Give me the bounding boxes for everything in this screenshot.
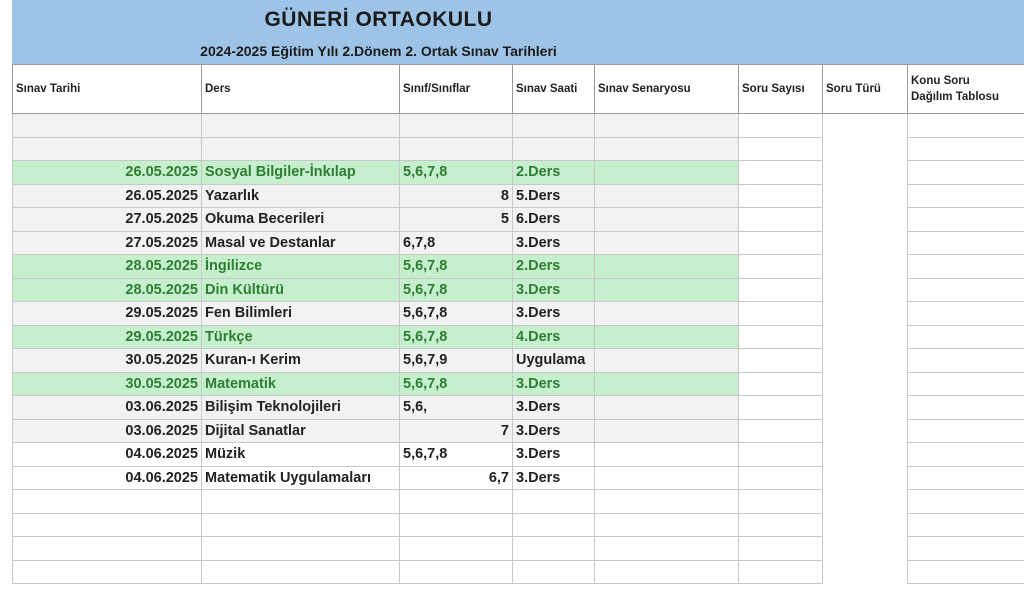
cell-course[interactable]: Bilişim Teknolojileri bbox=[202, 396, 400, 420]
cell-type[interactable] bbox=[823, 278, 908, 302]
cell-date[interactable]: 26.05.2025 bbox=[13, 161, 202, 185]
cell-scenario[interactable] bbox=[595, 443, 739, 467]
cell-classes[interactable]: 7 bbox=[400, 419, 513, 443]
cell-scenario[interactable] bbox=[595, 278, 739, 302]
cell-type[interactable] bbox=[823, 302, 908, 326]
cell-date[interactable]: 27.05.2025 bbox=[13, 231, 202, 255]
cell-scenario[interactable] bbox=[595, 466, 739, 490]
cell-konu[interactable] bbox=[908, 278, 1024, 302]
cell-konu[interactable] bbox=[908, 466, 1024, 490]
cell-konu[interactable] bbox=[908, 208, 1024, 232]
cell-scenario[interactable] bbox=[595, 419, 739, 443]
cell-count[interactable] bbox=[739, 302, 823, 326]
cell-konu[interactable] bbox=[908, 419, 1024, 443]
cell-time[interactable] bbox=[513, 137, 595, 161]
cell-count[interactable] bbox=[739, 372, 823, 396]
cell-course[interactable] bbox=[202, 560, 400, 584]
cell-konu[interactable] bbox=[908, 161, 1024, 185]
cell-course[interactable]: Kuran-ı Kerim bbox=[202, 349, 400, 373]
col-header-konu[interactable] bbox=[908, 65, 1024, 114]
cell-type[interactable] bbox=[823, 349, 908, 373]
cell-scenario[interactable] bbox=[595, 184, 739, 208]
cell-classes[interactable] bbox=[400, 137, 513, 161]
cell-date[interactable]: 03.06.2025 bbox=[13, 419, 202, 443]
cell-scenario[interactable] bbox=[595, 372, 739, 396]
cell-time[interactable]: 3.Ders bbox=[513, 231, 595, 255]
cell-time[interactable]: 3.Ders bbox=[513, 419, 595, 443]
exam-schedule-sheet bbox=[12, 0, 1024, 592]
col-header-date[interactable]: Sınav Tarihi bbox=[13, 65, 202, 114]
table-row bbox=[13, 231, 1024, 255]
exam-table bbox=[12, 64, 1024, 584]
cell-scenario[interactable] bbox=[595, 560, 739, 584]
cell-type[interactable] bbox=[823, 396, 908, 420]
cell-classes[interactable]: 5,6,7,8 bbox=[400, 325, 513, 349]
cell-time[interactable] bbox=[513, 560, 595, 584]
table-row bbox=[13, 443, 1024, 467]
cell-course[interactable]: Sosyal Bilgiler-İnkılap bbox=[202, 161, 400, 185]
cell-course[interactable]: Türkçe bbox=[202, 325, 400, 349]
cell-konu[interactable] bbox=[908, 255, 1024, 279]
table-row bbox=[13, 302, 1024, 326]
cell-time[interactable]: 3.Ders bbox=[513, 466, 595, 490]
cell-scenario[interactable] bbox=[595, 161, 739, 185]
cell-course[interactable]: Fen Bilimleri bbox=[202, 302, 400, 326]
header-row bbox=[13, 65, 1024, 114]
cell-type[interactable] bbox=[823, 490, 908, 514]
cell-count[interactable] bbox=[739, 325, 823, 349]
cell-classes[interactable]: 5,6,7,8 bbox=[400, 161, 513, 185]
cell-konu[interactable] bbox=[908, 560, 1024, 584]
col-header-classes[interactable]: Sınıf/Sınıflar bbox=[400, 65, 513, 114]
cell-date[interactable]: 30.05.2025 bbox=[13, 349, 202, 373]
cell-time[interactable] bbox=[513, 114, 595, 138]
cell-time[interactable]: 4.Ders bbox=[513, 325, 595, 349]
cell-count[interactable] bbox=[739, 443, 823, 467]
table-row bbox=[13, 372, 1024, 396]
cell-type[interactable] bbox=[823, 325, 908, 349]
cell-date[interactable] bbox=[13, 114, 202, 138]
cell-time[interactable]: 3.Ders bbox=[513, 372, 595, 396]
table-row bbox=[13, 278, 1024, 302]
cell-count[interactable] bbox=[739, 513, 823, 537]
cell-course[interactable] bbox=[202, 537, 400, 561]
table-row bbox=[13, 255, 1024, 279]
cell-type[interactable] bbox=[823, 231, 908, 255]
cell-type[interactable] bbox=[823, 372, 908, 396]
col-header-course[interactable]: Ders bbox=[202, 65, 400, 114]
cell-type[interactable] bbox=[823, 184, 908, 208]
cell-count[interactable] bbox=[739, 349, 823, 373]
cell-date[interactable] bbox=[13, 137, 202, 161]
cell-time[interactable] bbox=[513, 537, 595, 561]
table-row bbox=[13, 161, 1024, 185]
col-header-time[interactable]: Sınav Saati bbox=[513, 65, 595, 114]
cell-classes[interactable]: 5,6,7,8 bbox=[400, 255, 513, 279]
cell-count[interactable] bbox=[739, 161, 823, 185]
cell-konu[interactable] bbox=[908, 302, 1024, 326]
cell-konu[interactable] bbox=[908, 537, 1024, 561]
cell-date[interactable]: 03.06.2025 bbox=[13, 396, 202, 420]
cell-konu[interactable] bbox=[908, 231, 1024, 255]
cell-time[interactable]: Uygulama bbox=[513, 349, 595, 373]
cell-count[interactable] bbox=[739, 278, 823, 302]
cell-scenario[interactable] bbox=[595, 137, 739, 161]
cell-konu[interactable] bbox=[908, 137, 1024, 161]
cell-type[interactable] bbox=[823, 513, 908, 537]
cell-classes[interactable] bbox=[400, 537, 513, 561]
cell-konu[interactable] bbox=[908, 325, 1024, 349]
cell-course[interactable] bbox=[202, 513, 400, 537]
cell-scenario[interactable] bbox=[595, 396, 739, 420]
cell-count[interactable] bbox=[739, 208, 823, 232]
cell-classes[interactable]: 5,6,7,8 bbox=[400, 372, 513, 396]
cell-type[interactable] bbox=[823, 208, 908, 232]
cell-time[interactable]: 2.Ders bbox=[513, 161, 595, 185]
cell-type[interactable] bbox=[823, 537, 908, 561]
cell-count[interactable] bbox=[739, 537, 823, 561]
col-header-type[interactable]: Soru Türü bbox=[823, 65, 908, 114]
cell-classes[interactable]: 5 bbox=[400, 208, 513, 232]
cell-classes[interactable]: 5,6,7,8 bbox=[400, 302, 513, 326]
cell-scenario[interactable] bbox=[595, 114, 739, 138]
cell-type[interactable] bbox=[823, 419, 908, 443]
cell-course[interactable]: Yazarlık bbox=[202, 184, 400, 208]
cell-classes[interactable]: 6,7 bbox=[400, 466, 513, 490]
cell-count[interactable] bbox=[739, 419, 823, 443]
cell-count[interactable] bbox=[739, 255, 823, 279]
cell-date[interactable]: 28.05.2025 bbox=[13, 278, 202, 302]
cell-course[interactable]: İngilizce bbox=[202, 255, 400, 279]
cell-scenario[interactable] bbox=[595, 255, 739, 279]
table-row bbox=[13, 349, 1024, 373]
schedule-subtitle: 2024-2025 Eğitim Yılı 2.Dönem 2. Ortak Sınav Tarihleri bbox=[200, 43, 557, 59]
cell-course[interactable]: Masal ve Destanlar bbox=[202, 231, 400, 255]
cell-scenario[interactable] bbox=[595, 208, 739, 232]
cell-date[interactable]: 29.05.2025 bbox=[13, 302, 202, 326]
cell-count[interactable] bbox=[739, 137, 823, 161]
cell-date[interactable]: 26.05.2025 bbox=[13, 184, 202, 208]
cell-date[interactable]: 29.05.2025 bbox=[13, 325, 202, 349]
cell-classes[interactable] bbox=[400, 513, 513, 537]
cell-course[interactable] bbox=[202, 114, 400, 138]
cell-konu[interactable] bbox=[908, 490, 1024, 514]
cell-date[interactable]: 30.05.2025 bbox=[13, 372, 202, 396]
cell-date[interactable]: 28.05.2025 bbox=[13, 255, 202, 279]
col-header-count[interactable]: Soru Sayısı bbox=[739, 65, 823, 114]
cell-count[interactable] bbox=[739, 490, 823, 514]
cell-type[interactable] bbox=[823, 114, 908, 138]
cell-course[interactable]: Müzik bbox=[202, 443, 400, 467]
cell-type[interactable] bbox=[823, 255, 908, 279]
cell-time[interactable]: 5.Ders bbox=[513, 184, 595, 208]
table-row bbox=[13, 184, 1024, 208]
cell-scenario[interactable] bbox=[595, 513, 739, 537]
cell-type[interactable] bbox=[823, 560, 908, 584]
cell-date[interactable] bbox=[13, 560, 202, 584]
cell-time[interactable]: 2.Ders bbox=[513, 255, 595, 279]
col-header-konu-line2: Dağılım Tablosu bbox=[911, 91, 999, 103]
cell-date[interactable] bbox=[13, 513, 202, 537]
cell-count[interactable] bbox=[739, 231, 823, 255]
cell-count[interactable] bbox=[739, 184, 823, 208]
cell-time[interactable]: 6.Ders bbox=[513, 208, 595, 232]
table-row bbox=[13, 114, 1024, 138]
table-row bbox=[13, 325, 1024, 349]
cell-count[interactable] bbox=[739, 396, 823, 420]
cell-course[interactable]: Matematik bbox=[202, 372, 400, 396]
cell-course[interactable]: Din Kültürü bbox=[202, 278, 400, 302]
cell-course[interactable]: Matematik Uygulamaları bbox=[202, 466, 400, 490]
cell-classes[interactable]: 5,6,7,8 bbox=[400, 443, 513, 467]
cell-course[interactable]: Dijital Sanatlar bbox=[202, 419, 400, 443]
cell-classes[interactable]: 5,6,7,8 bbox=[400, 278, 513, 302]
table-row bbox=[13, 537, 1024, 561]
cell-classes[interactable] bbox=[400, 114, 513, 138]
cell-time[interactable]: 3.Ders bbox=[513, 443, 595, 467]
cell-konu[interactable] bbox=[908, 513, 1024, 537]
cell-konu[interactable] bbox=[908, 396, 1024, 420]
cell-scenario[interactable] bbox=[595, 537, 739, 561]
cell-konu[interactable] bbox=[908, 184, 1024, 208]
cell-time[interactable]: 3.Ders bbox=[513, 302, 595, 326]
cell-count[interactable] bbox=[739, 560, 823, 584]
cell-course[interactable] bbox=[202, 490, 400, 514]
cell-scenario[interactable] bbox=[595, 325, 739, 349]
cell-konu[interactable] bbox=[908, 349, 1024, 373]
table-row bbox=[13, 466, 1024, 490]
table-row bbox=[13, 419, 1024, 443]
table-row bbox=[13, 208, 1024, 232]
cell-classes[interactable]: 5,6,7,9 bbox=[400, 349, 513, 373]
cell-type[interactable] bbox=[823, 466, 908, 490]
cell-konu[interactable] bbox=[908, 443, 1024, 467]
cell-date[interactable]: 04.06.2025 bbox=[13, 443, 202, 467]
table-row bbox=[13, 490, 1024, 514]
cell-date[interactable] bbox=[13, 537, 202, 561]
cell-time[interactable]: 3.Ders bbox=[513, 278, 595, 302]
cell-classes[interactable]: 6,7,8 bbox=[400, 231, 513, 255]
cell-classes[interactable] bbox=[400, 490, 513, 514]
cell-time[interactable]: 3.Ders bbox=[513, 396, 595, 420]
cell-date[interactable]: 27.05.2025 bbox=[13, 208, 202, 232]
title-band bbox=[12, 0, 1024, 64]
table-row bbox=[13, 560, 1024, 584]
cell-classes[interactable]: 5,6, bbox=[400, 396, 513, 420]
cell-count[interactable] bbox=[739, 466, 823, 490]
cell-classes[interactable] bbox=[400, 560, 513, 584]
col-header-konu-line1: Konu Soru bbox=[911, 75, 970, 87]
cell-konu[interactable] bbox=[908, 372, 1024, 396]
cell-scenario[interactable] bbox=[595, 349, 739, 373]
cell-time[interactable] bbox=[513, 490, 595, 514]
cell-scenario[interactable] bbox=[595, 490, 739, 514]
school-title: GÜNERİ ORTAOKULU bbox=[264, 8, 493, 31]
cell-classes[interactable]: 8 bbox=[400, 184, 513, 208]
cell-date[interactable]: 04.06.2025 bbox=[13, 466, 202, 490]
cell-date[interactable] bbox=[13, 490, 202, 514]
cell-time[interactable] bbox=[513, 513, 595, 537]
cell-type[interactable] bbox=[823, 443, 908, 467]
cell-type[interactable] bbox=[823, 137, 908, 161]
cell-course[interactable]: Okuma Becerileri bbox=[202, 208, 400, 232]
cell-scenario[interactable] bbox=[595, 231, 739, 255]
cell-scenario[interactable] bbox=[595, 302, 739, 326]
table-row bbox=[13, 137, 1024, 161]
cell-course[interactable] bbox=[202, 137, 400, 161]
cell-konu[interactable] bbox=[908, 114, 1024, 138]
table-row bbox=[13, 396, 1024, 420]
cell-type[interactable] bbox=[823, 161, 908, 185]
col-header-scenario[interactable]: Sınav Senaryosu bbox=[595, 65, 739, 114]
cell-count[interactable] bbox=[739, 114, 823, 138]
table-row bbox=[13, 513, 1024, 537]
